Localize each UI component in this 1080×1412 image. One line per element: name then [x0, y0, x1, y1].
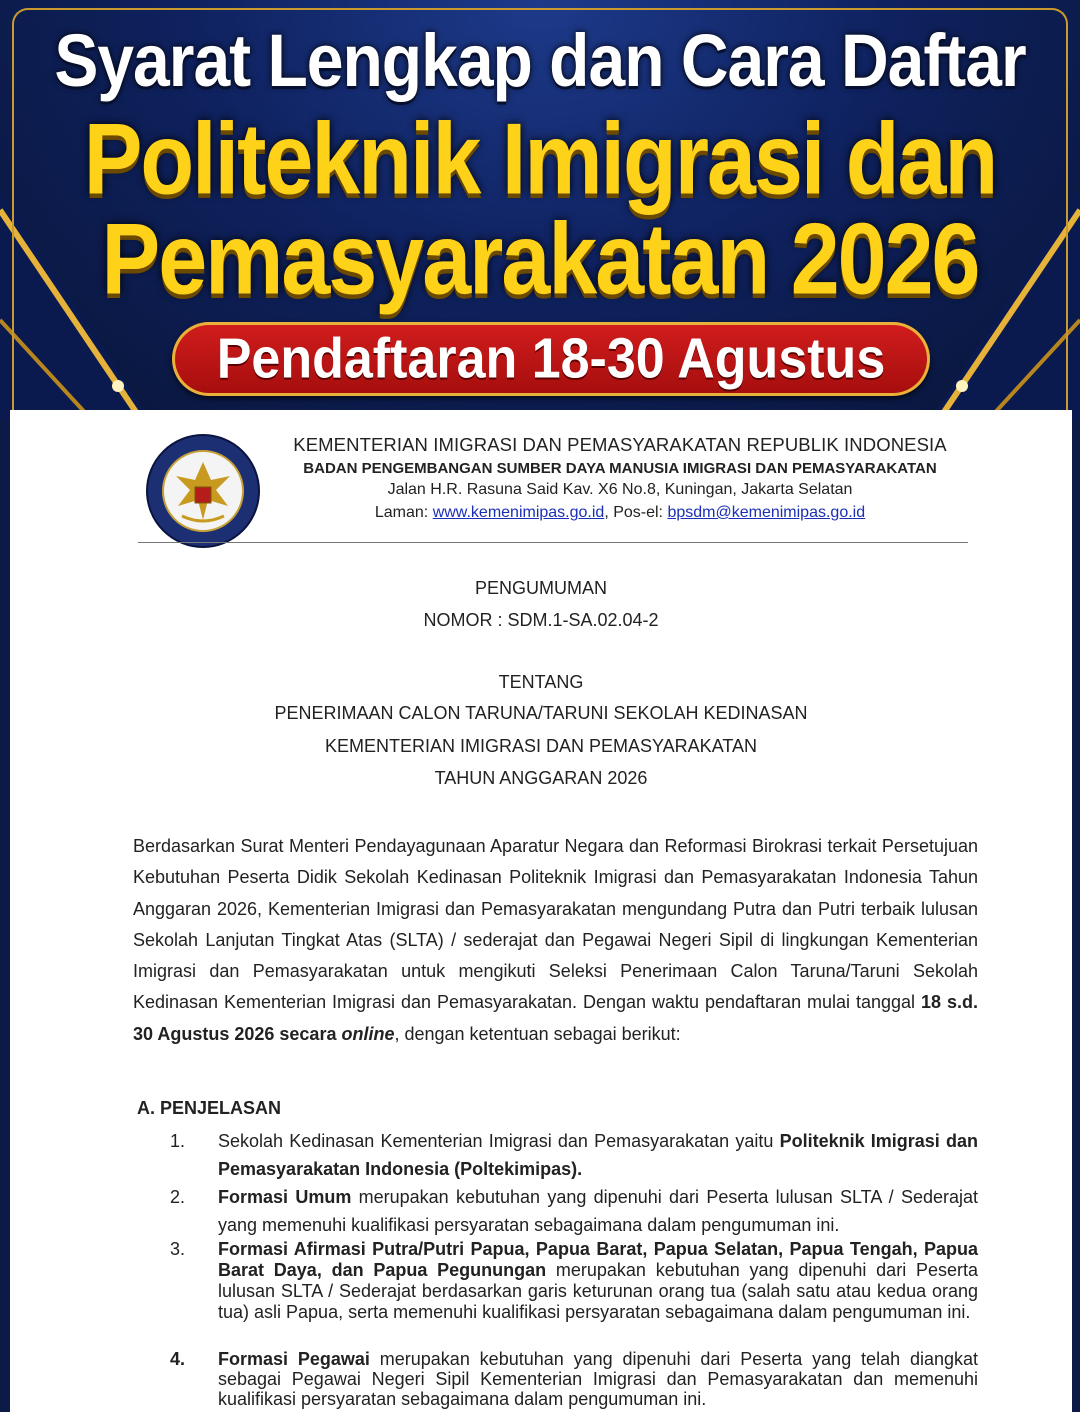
announcement-subject-line3: TAHUN ANGGARAN 2026 [434, 768, 648, 788]
agency-name: BADAN PENGEMBANGAN SUMBER DAYA MANUSIA IMIGRASI DAN PEMASYARAKATAN [303, 460, 937, 477]
ministry-name: KEMENTERIAN IMIGRASI DAN PEMASYARAKATAN REPUBLIK INDONESIA [293, 434, 947, 455]
registration-date-label: Pendaftaran 18-30 Agustus [216, 327, 886, 391]
email-link[interactable]: bpsdm@kemenimipas.go.id [667, 504, 866, 521]
intro-online-bold-italic: online [341, 1023, 395, 1044]
web-label: Laman: [374, 504, 433, 521]
announcement-subject-line1: PENERIMAAN CALON TARUNA/TARUNI SEKOLAH KEDINASAN [274, 703, 808, 723]
list-item: 2. Formasi Umum merupakan kebutuhan yang dipenuhi dari Peserta lulusan SLTA / Sederajat yang memenuhi kualifikasi persyaratan sebagaimana dalam pengumuman ini. [170, 1183, 978, 1239]
list-item-number: 4. [170, 1349, 186, 1369]
intro-date-bold: 18 s.d. 30 Agustus 2026 secara [133, 992, 978, 1044]
banner-headline-line2: Politeknik Imigrasi dan [83, 101, 997, 216]
announcement-title: PENGUMUMAN [474, 578, 607, 598]
announcement-subject-line2: KEMENTERIAN IMIGRASI DAN PEMASYARAKATAN [324, 736, 758, 756]
announcement-about: TENTANG [498, 672, 584, 692]
announcement-document: KEMENTERIAN IMIGRASI DAN PEMASYARAKATAN REPUBLIK INDONESIA BADAN PENGEMBANGAN SUMBER DAYA MANUSIA IMIGRASI DAN PEMASYARAKATAN Jalan H.R. Rasuna Said Kav. X6 No.8, Kuningan, Jakarta Selatan Laman: www.kemenimipas.go.id, Pos-el: bpsdm@kemenimipas.go.id PENGUMUMAN NOMOR : SDM.1-SA.02.04-2 TENTANG PENERIMAAN CALON TARUNA/TARUNI SEKOLAH KEDINASAN KEMENTERIAN IMIGRASI DAN PEMASYARAKATAN TAHUN ANGGARAN 2026 Berdasarkan Surat Menteri Pendayagunaan Aparatur Negara dan Reformasi Birokrasi terkait Persetujuan Kebutuhan Peserta Didik Sekolah Kedinasan Politeknik Imigrasi dan Pemasyarakatan Indonesia Tahun Anggaran 2026, Kementerian Imigrasi dan Pemasyarakatan mengundang Putra dan Putri terbaik lulusan Sekolah Lanjutan Tingkat Atas (SLTA) / sederajat dan Pegawai Negeri Sipil di lingkungan Kementerian Imigrasi dan Pemasyarakatan untuk mengikuti Seleksi Penerimaan Calon Taruna/Taruni Sekolah Kedinasan Kementerian Imigrasi dan Pemasyarakatan. Dengan waktu pendaftaran mulai tanggal 18 s.d. 30 Agustus 2026 secara online, dengan ketentuan sebagai berikut: A. PENJELASAN 1. Sekolah Kedinasan Kementerian Imigrasi dan Pemasyarakatan yaitu Politeknik Imigrasi dan Pemasyarakatan Indonesia (Poltekimipas). 2. Formasi Umum merupakan kebutuhan yang dipenuhi dari Peserta lulusan SLTA / Sederajat yang memenuhi kualifikasi persyaratan sebagaimana dalam pengumuman ini. 3. Formasi Afirmasi Putra/Putri Papua, Papua Barat, Papua Selatan, Papua Tengah, Papua Barat Daya, dan Papua Pegunungan merupakan kebutuhan yang dipenuhi dari Peserta lulusan SLTA / Sederajat berdasarkan garis keturunan orang tua (salah satu atau kedua orang tua) asli Papua, serta memenuhi kualifikasi persyaratan sebagaimana dalam pengumuman ini. 4. Formasi Pegawai merupakan kebutuhan yang dipenuhi dari Peserta yang telah diangkat sebagai Pegawai Negeri Sipil Kementerian Imigrasi dan Pemasyarakatan dan memenuhi kualifikasi persyaratan sebagaimana dalam pengumuman ini. [10, 410, 1072, 1412]
announcement-number: NOMOR : SDM.1-SA.02.04-2 [423, 610, 659, 630]
section-a-heading: A. PENJELASAN [137, 1098, 282, 1118]
website-link[interactable]: www.kemenimipas.go.id [432, 504, 605, 521]
contact-line [262, 504, 978, 522]
list-item-number: 2. [170, 1187, 186, 1207]
promo-banner [0, 0, 1080, 420]
banner-headline-line3: Pemasyarakatan 2026 [101, 201, 979, 316]
letterhead-divider [138, 542, 968, 543]
banner-headline-line1: Syarat Lengkap dan Cara Daftar [54, 18, 1026, 102]
intro-text-a: Berdasarkan Surat Menteri Pendayagunaan Aparatur Negara dan Reformasi Birokrasi terkait Persetujuan Kebutuhan Peserta Didik Sekolah Kedinasan Politeknik Imigrasi dan Pemasyarakatan Indonesia Tahun Anggaran 2026, Kementerian Imigrasi dan Pemasyarakatan mengundang Putra dan Putri terbaik lulusan Sekolah Lanjutan Tingkat Atas (SLTA) / sederajat dan Pegawai Negeri Sipil di lingkungan Kementerian Imigrasi dan Pemasyarakatan untuk mengikuti Seleksi Penerimaan Calon Taruna/Taruni Sekolah Kedinasan Kementerian Imigrasi dan Pemasyarakatan. Dengan waktu pendaftaran mulai tanggal [133, 836, 978, 1013]
letterhead [262, 434, 978, 522]
email-label: , Pos-el: [604, 504, 668, 521]
list-item-number: 3. [170, 1239, 186, 1259]
list-item: 1. Sekolah Kedinasan Kementerian Imigrasi dan Pemasyarakatan yaitu Politeknik Imigrasi dan Pemasyarakatan Indonesia (Poltekimipas). [170, 1127, 978, 1183]
office-address: Jalan H.R. Rasuna Said Kav. X6 No.8, Kuningan, Jakarta Selatan [387, 481, 853, 498]
registration-date-pill [172, 322, 930, 396]
list-item-number: 1. [170, 1131, 186, 1151]
intro-text-b: , dengan ketentuan sebagai berikut: [394, 1023, 681, 1044]
intro-paragraph [133, 831, 978, 1050]
garuda-emblem-icon [144, 432, 262, 550]
